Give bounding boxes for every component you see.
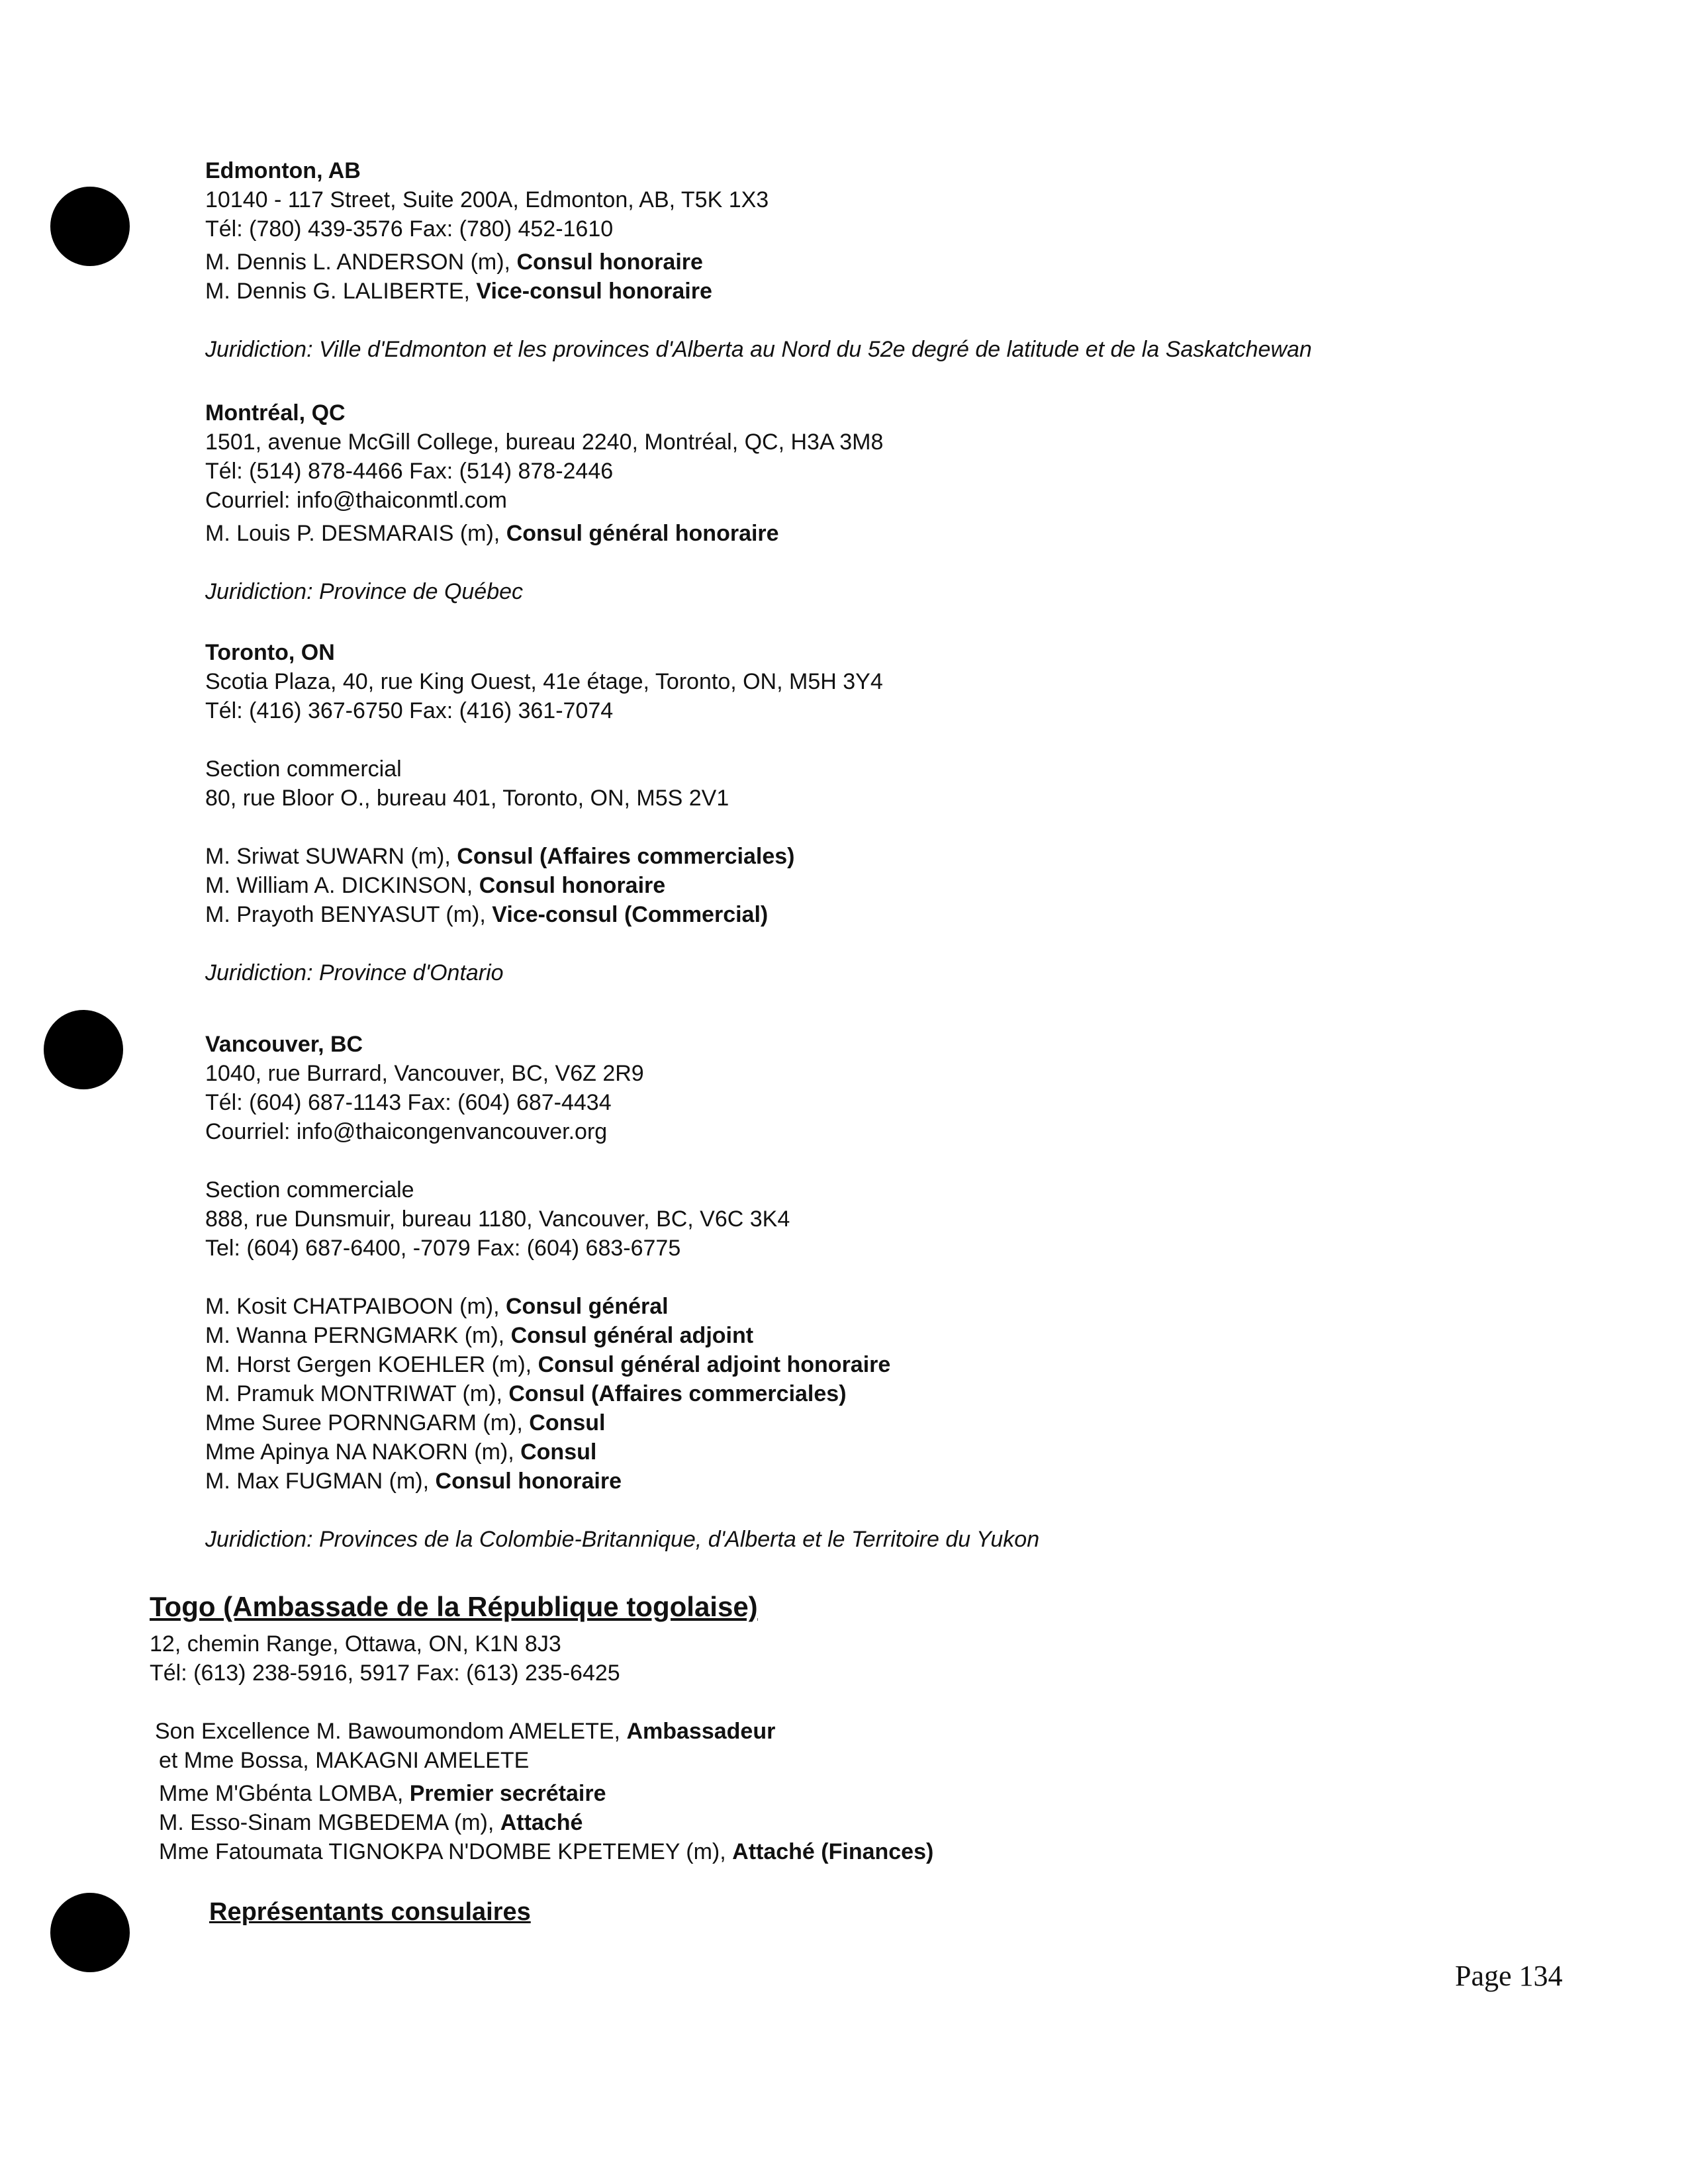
staff-entry — [150, 1808, 933, 1837]
staff-entry — [150, 1779, 933, 1808]
staff-title: Consul général — [506, 1294, 669, 1319]
section-address: 888, rue Dunsmuir, bureau 1180, Vancouver, BC, V6C 3K4 — [205, 1206, 790, 1232]
staff-name: M. Dennis G. LALIBERTE, — [205, 279, 470, 304]
phone-fax: Tél: (604) 687-1143 Fax: (604) 687-4434 — [205, 1090, 612, 1115]
email: Courriel: info@thaicongenvancouver.org — [205, 1119, 608, 1144]
staff-title: Consul honoraire — [435, 1469, 622, 1494]
city-heading: Vancouver, BC — [205, 1032, 363, 1057]
staff-name: M. Dennis L. ANDERSON (m), — [205, 250, 510, 275]
jurisdiction: Juridiction: Province d'Ontario — [205, 960, 504, 985]
staff-name: M. Kosit CHATPAIBOON (m), — [205, 1294, 500, 1319]
staff-title: Consul — [529, 1410, 606, 1435]
staff-entry — [205, 519, 883, 548]
staff-title: Attaché — [500, 1810, 583, 1835]
staff-entry — [205, 842, 883, 871]
jurisdiction: Juridiction: Provinces de la Colombie-Britannique, d'Alberta et le Territoire du Yukon — [205, 1527, 1040, 1552]
jurisdiction: Juridiction: Ville d'Edmonton et les provinces d'Alberta au Nord du 52e degré de latitude et de la Saskatchewan — [205, 337, 1312, 362]
ambassador-entry — [150, 1717, 933, 1746]
vancouver-section — [205, 1030, 1039, 1554]
staff-name: Mme Fatoumata TIGNOKPA N'DOMBE KPETEMEY (m), — [159, 1839, 726, 1864]
staff-entry — [205, 1321, 1039, 1350]
staff-name: Mme M'Gbénta LOMBA, — [159, 1781, 404, 1806]
staff-entry — [205, 1379, 1039, 1408]
address: Scotia Plaza, 40, rue King Ouest, 41e étage, Toronto, ON, M5H 3Y4 — [205, 669, 883, 694]
address: 12, chemin Range, Ottawa, ON, K1N 8J3 — [150, 1631, 561, 1657]
staff-entry — [205, 1437, 1039, 1467]
section-label: Section commerciale — [205, 1177, 414, 1203]
toronto-section — [205, 638, 883, 987]
staff-entry — [205, 1292, 1039, 1321]
spouse-line: et Mme Bossa, MAKAGNI AMELETE — [159, 1748, 530, 1773]
phone-fax: Tél: (416) 367-6750 Fax: (416) 361-7074 — [205, 698, 614, 723]
staff-title: Ambassadeur — [626, 1719, 776, 1744]
staff-title: Consul honoraire — [516, 250, 703, 275]
montreal-section — [205, 398, 883, 606]
staff-title: Consul général honoraire — [506, 521, 779, 546]
section-address: 80, rue Bloor O., bureau 401, Toronto, ON, M5S 2V1 — [205, 786, 729, 811]
punch-hole-top — [50, 187, 130, 266]
staff-title: Consul (Affaires commerciales) — [508, 1381, 847, 1406]
staff-name: M. Horst Gergen KOEHLER (m), — [205, 1352, 532, 1377]
phone-fax: Tél: (780) 439-3576 Fax: (780) 452-1610 — [205, 216, 614, 242]
address: 1501, avenue McGill College, bureau 2240, Montréal, QC, H3A 3M8 — [205, 430, 884, 455]
consular-representatives-heading: Représentants consulaires — [209, 1898, 531, 1926]
staff-entry — [205, 1408, 1039, 1437]
address: 10140 - 117 Street, Suite 200A, Edmonton, AB, T5K 1X3 — [205, 187, 769, 212]
staff-entry — [205, 1467, 1039, 1496]
staff-name: Mme Apinya NA NAKORN (m), — [205, 1439, 514, 1465]
staff-entry — [205, 871, 883, 900]
city-heading: Toronto, ON — [205, 640, 335, 665]
edmonton-section — [205, 156, 1312, 364]
staff-title: Attaché (Finances) — [732, 1839, 934, 1864]
staff-name: Mme Suree PORNNGARM (m), — [205, 1410, 523, 1435]
staff-title: Premier secrétaire — [409, 1781, 606, 1806]
page-number: Page 134 — [1455, 1960, 1563, 1992]
staff-title: Consul général adjoint honoraire — [538, 1352, 891, 1377]
staff-entry — [205, 900, 883, 929]
jurisdiction: Juridiction: Province de Québec — [205, 579, 524, 604]
staff-entry — [150, 1837, 933, 1866]
staff-name: M. Pramuk MONTRIWAT (m), — [205, 1381, 502, 1406]
staff-name: M. Wanna PERNGMARK (m), — [205, 1323, 505, 1348]
embassy-heading: Togo (Ambassade de la République togolaise) — [150, 1591, 758, 1622]
staff-title: Vice-consul (Commercial) — [492, 902, 769, 927]
staff-title: Consul (Affaires commerciales) — [457, 844, 795, 869]
staff-entry — [205, 1350, 1039, 1379]
staff-name: M. Max FUGMAN (m), — [205, 1469, 430, 1494]
city-heading: Edmonton, AB — [205, 158, 361, 183]
staff-title: Consul général adjoint — [510, 1323, 754, 1348]
email: Courriel: info@thaiconmtl.com — [205, 488, 507, 513]
staff-name: Son Excellence M. Bawoumondom AMELETE, — [155, 1719, 620, 1744]
staff-name: M. Sriwat SUWARN (m), — [205, 844, 451, 869]
phone-fax: Tél: (613) 238-5916, 5917 Fax: (613) 235-6425 — [150, 1661, 620, 1686]
city-heading: Montréal, QC — [205, 400, 346, 426]
togo-embassy-section — [150, 1629, 933, 1866]
section-phone-fax: Tel: (604) 687-6400, -7079 Fax: (604) 683-6775 — [205, 1236, 681, 1261]
address: 1040, rue Burrard, Vancouver, BC, V6Z 2R9 — [205, 1061, 644, 1086]
staff-name: M. William A. DICKINSON, — [205, 873, 473, 898]
staff-entry — [205, 248, 1312, 277]
staff-name: M. Louis P. DESMARAIS (m), — [205, 521, 500, 546]
phone-fax: Tél: (514) 878-4466 Fax: (514) 878-2446 — [205, 459, 614, 484]
staff-entry — [205, 277, 1312, 306]
punch-hole-bottom — [50, 1893, 130, 1972]
staff-name: M. Esso-Sinam MGBEDEMA (m), — [159, 1810, 494, 1835]
punch-hole-middle — [44, 1010, 123, 1089]
staff-title: Consul — [520, 1439, 597, 1465]
staff-title: Consul honoraire — [479, 873, 666, 898]
section-label: Section commercial — [205, 756, 402, 782]
staff-title: Vice-consul honoraire — [476, 279, 712, 304]
staff-name: M. Prayoth BENYASUT (m), — [205, 902, 486, 927]
